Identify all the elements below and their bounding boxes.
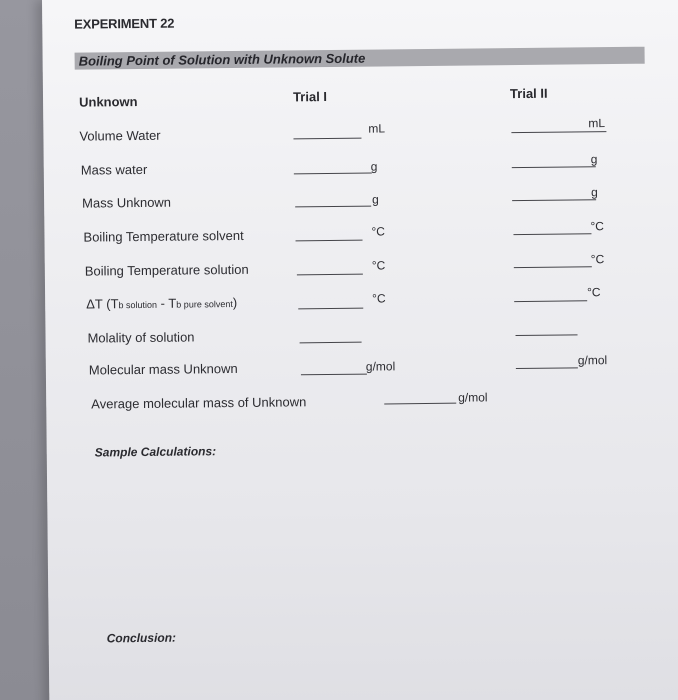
blank-line-trial-1-bt-solvent[interactable] [296, 240, 363, 242]
sample-calculations-heading: Sample Calculations: [94, 444, 217, 460]
delta-t-subscript-solution: b solution [118, 299, 158, 311]
blank-line-trial-1-volume[interactable] [293, 138, 361, 140]
experiment-title: EXPERIMENT 22 [74, 15, 175, 32]
blank-line-trial-2-bt-solvent[interactable] [513, 233, 591, 235]
unit-trial-2-bt-solution: °C [590, 252, 605, 267]
blank-line-trial-2-molality[interactable] [516, 334, 578, 336]
blank-line-trial-1-bt-solution[interactable] [297, 274, 363, 276]
section-title: Boiling Point of Solution with Unknown Solute [78, 50, 366, 69]
average-molecular-mass-label: Average molecular mass of Unknown [91, 394, 307, 412]
unit-trial-1-bt-solvent: °C [371, 224, 385, 239]
column-header-trial-1: Trial I [292, 89, 328, 105]
row-label-molecular-mass: Molecular mass Unknown [88, 360, 238, 378]
unit-trial-1-bt-solution: °C [371, 258, 386, 273]
blank-line-trial-2-delta-t[interactable] [514, 300, 587, 302]
delta-t-minus: - T [156, 295, 177, 311]
blank-line-trial-1-mass-water[interactable] [294, 173, 372, 175]
conclusion-heading: Conclusion: [106, 630, 177, 646]
row-label-volume-water: Volume Water [79, 127, 161, 144]
unit-average-molecular-mass: g/mol [458, 390, 488, 405]
unit-trial-1-molecular-mass: g/mol [365, 359, 396, 374]
row-label-delta-t [86, 295, 237, 312]
unit-trial-2-delta-t: °C [587, 285, 601, 300]
unit-trial-2-mass-water: g [590, 152, 598, 167]
delta-t-prefix: ΔT (T [86, 296, 119, 312]
blank-line-trial-2-volume[interactable] [511, 131, 606, 133]
blank-line-trial-2-bt-solution[interactable] [514, 266, 592, 268]
row-label-boiling-temp-solvent: Boiling Temperature solvent [83, 227, 244, 245]
section-header-bar [75, 47, 645, 70]
unit-trial-1-delta-t: °C [372, 291, 386, 306]
blank-line-trial-2-mass-water[interactable] [512, 166, 596, 168]
blank-line-trial-2-molecular-mass[interactable] [516, 367, 578, 369]
row-label-boiling-temp-solution: Boiling Temperature solution [84, 261, 249, 279]
blank-line-trial-1-molecular-mass[interactable] [301, 374, 367, 376]
unit-trial-1-volume: mL [368, 121, 386, 136]
row-label-mass-water: Mass water [80, 161, 148, 178]
unit-trial-2-bt-solvent: °C [590, 219, 604, 234]
blank-line-trial-2-mass-unknown[interactable] [512, 199, 596, 201]
blank-line-trial-1-molality[interactable] [300, 342, 362, 344]
unit-trial-1-mass-water: g [370, 159, 378, 174]
unit-trial-2-molecular-mass: g/mol [577, 353, 608, 368]
column-header-unknown: Unknown [78, 94, 138, 110]
column-header-trial-2: Trial II [509, 85, 548, 102]
unit-trial-1-mass-unknown: g [372, 192, 379, 207]
unit-trial-2-volume: mL [588, 116, 606, 131]
delta-t-subscript-pure-solvent: b pure solvent [176, 299, 233, 310]
worksheet-page [42, 0, 678, 700]
blank-line-trial-1-delta-t[interactable] [298, 308, 363, 310]
blank-line-trial-1-mass-unknown[interactable] [295, 206, 371, 208]
unit-trial-2-mass-unknown: g [590, 185, 598, 200]
row-label-molality: Molality of solution [87, 329, 195, 346]
delta-t-close: ) [232, 294, 238, 311]
blank-line-average-molecular-mass[interactable] [384, 403, 456, 405]
row-label-mass-unknown: Mass Unknown [82, 194, 172, 211]
